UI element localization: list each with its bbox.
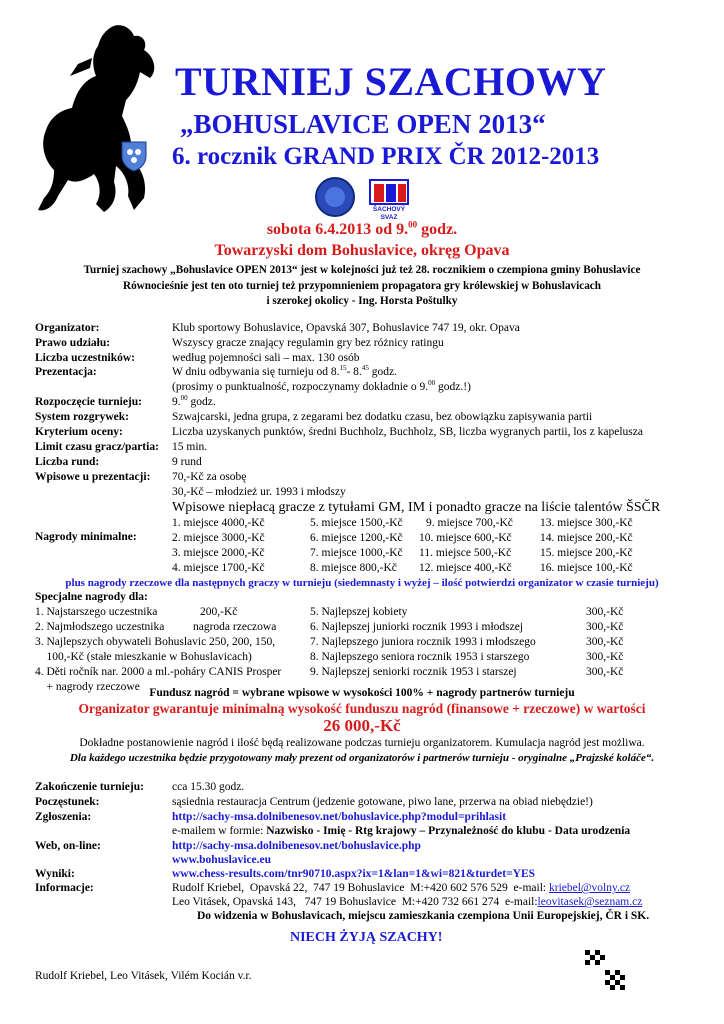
fund-description: Fundusz nagród = wybrane wpisowe w wysokości 100% + nagrody partnerów turnieju [149, 687, 575, 699]
series-title: 6. rocznik GRAND PRIX ČR 2012-2013 [172, 143, 600, 170]
chess-federation-logo [367, 177, 411, 221]
intro-line-1: Turniej szachowy „Bohuslavice OPEN 2013“ jest w kolejności już też 28. rocznikiem o czempiona gminy Bohuslavice [83, 264, 641, 276]
cheer-line: NIECH ŻYJĄ SZACHY! [290, 930, 443, 945]
special-prize-value: 300,-Kč [586, 636, 624, 648]
info-label: Limit czasu gracz/partia: [35, 441, 159, 453]
special-prize-name: 5. Najlepszej kobiety [310, 606, 408, 618]
event-date: sobota 6.4.2013 od 9.00 godz. [266, 219, 458, 238]
info-value: Wszyscy gracze znający regulamin gry bez różnicy ratingu [172, 337, 444, 349]
intro-line-3: i szerokej okolicy - Ing. Horsta Poštulky [266, 295, 458, 307]
municipal-crest-icon [120, 140, 148, 172]
plus-prizes-note: plus nagrody rzeczowe dla następnych graczy w turnieju (siedemnasty i wyżej – ilość potwierdzi organizator w czasie turnieju) [65, 577, 659, 589]
food-value: sąsiednia restauracja Centrum (jedzenie gotowane, piwo lane, przerwa na obiad niebędzie!) [172, 796, 593, 808]
web-label: Web, on-line: [35, 840, 101, 852]
goodbye-line: Do widzenia w Bohuslavicach, miejscu zamieszkania czempiona Unii Europejskiej, ČR i SK. [197, 910, 650, 922]
special-prize-value: 300,-Kč [586, 621, 624, 633]
prize-item: 6. miejsce 1200,-Kč [310, 532, 403, 544]
contact-label: Informacje: [35, 882, 94, 894]
contact-2-email[interactable]: leovitasek@seznam.cz [537, 896, 643, 908]
results-label: Wyniki: [35, 868, 75, 880]
end-value: cca 15.30 godz. [172, 781, 245, 793]
info-label: Kryterium oceny: [35, 426, 123, 438]
info-value: 15 min. [172, 441, 208, 453]
event-venue: Towarzyski dom Bohuslavice, okręg Opava [214, 242, 510, 259]
prize-item: 11. miejsce 500,-Kč [419, 547, 512, 559]
special-prize-name: 6. Najlepszej juniorki rocznik 1993 i młodszej [310, 621, 524, 633]
special-prize-name: 8. Najlepszego seniora rocznik 1953 i starszego [310, 651, 530, 663]
info-value: według pojemności sali – max. 130 osób [172, 352, 360, 364]
info-label: System rozgrywek: [35, 411, 129, 423]
info-value: 9.00 godz. [172, 394, 216, 408]
info-value: 70,-Kč za osobę [172, 471, 247, 483]
info-value: Szwajcarski, jedna grupa, z zegarami bez dodatku czasu, bez obowiązku zapisywania partii [172, 411, 593, 423]
special-prize-value: 300,-Kč [586, 606, 624, 618]
chess-federation-label: ŠACHOVÝ SVAZ [372, 206, 406, 221]
fund-guarantee: Organizator gwarantuje minimalną wysokość funduszu nagród (finansowe + rzeczowe) w wartości [78, 701, 646, 716]
registration-link[interactable]: http://sachy-msa.dolnibenesov.net/bohuslavice.php?modul=prihlasit [172, 811, 507, 823]
club-logo [315, 177, 355, 217]
results-link[interactable]: www.chess-results.com/tnr90710.aspx?ix=1&lan=1&wi=821&turdet=YES [172, 868, 536, 880]
special-prizes-label: Specjalne nagrody dla: [35, 591, 148, 603]
food-label: Poczęstunek: [35, 796, 100, 808]
page-subtitle: „BOHUSLAVICE OPEN 2013“ [180, 109, 546, 139]
info-label: Prezentacja: [35, 366, 97, 378]
info-label: Wpisowe u prezentacji: [35, 471, 151, 483]
info-value: Klub sportowy Bohuslavice, Opavská 307, Bohuslavice 747 19, okr. Opava [172, 322, 520, 334]
web-link-2[interactable]: www.bohuslavice.eu [172, 854, 272, 866]
prize-item: 3. miejsce 2000,-Kč [172, 547, 265, 559]
info-label: Rozpoczęcie turnieju: [35, 396, 142, 408]
prize-item: 7. miejsce 1000,-Kč [310, 547, 403, 559]
signature: Rudolf Kriebel, Leo Vitásek, Vilém Kocián v.r. [35, 970, 252, 982]
info-value: (prosimy o punktualność, rozpoczynamy dokładnie o 9.00 godz.!) [172, 379, 471, 393]
fund-note: Dokładne postanowienie nagród i ilość będą realizowane podczas turnieju organizatorem. Kumulacja nagród jest możliwa. [79, 737, 645, 749]
prize-item: 4. miejsce 1700,-Kč [172, 562, 265, 574]
special-prize-value: nagroda rzeczowa [193, 621, 277, 633]
fund-amount: 26 000,-Kč [323, 716, 401, 735]
special-prize-name: 1. Najstarszego uczestnika [35, 606, 158, 618]
intro-line-2: Równocieśnie jest ten oto turniej też przypomnieniem propagatora gry królewskiej w Bohuslavicach [122, 280, 601, 292]
special-prize-name: 2. Najmłodszego uczestnika [35, 621, 165, 633]
prize-item: 5. miejsce 1500,-Kč [310, 517, 403, 529]
prize-item: 13. miejsce 300,-Kč [540, 517, 633, 529]
prize-item: 1. miejsce 4000,-Kč [172, 517, 265, 529]
info-value: 30,-Kč – młodzież ur. 1993 i młodszy [172, 486, 346, 498]
info-label: Liczba rund: [35, 456, 100, 468]
prize-item: 15. miejsce 200,-Kč [540, 547, 633, 559]
info-value: Liczba uzyskanych punktów, średni Buchholz, Buchholz, SB, liczba wygranych partii, los z kapelusza [172, 426, 643, 438]
prize-item: 2. miejsce 3000,-Kč [172, 532, 265, 544]
special-prize-name: 100,-Kč (stałe mieszkanie w Bohuslavicach) [35, 651, 252, 663]
contact-2: Leo Vitásek, Opavská 143, 747 19 Bohuslavice M:+420 732 661 274 e-mail:leovitasek@seznam.cz [172, 896, 643, 908]
prize-item: 16. miejsce 100,-Kč [540, 562, 633, 574]
web-link[interactable]: http://sachy-msa.dolnibenesov.net/bohuslavice.php [172, 840, 421, 852]
special-prize-name: 9. Najlepszej seniorki rocznik 1953 i starszej [310, 666, 517, 678]
special-prize-value: 200,-Kč [200, 606, 238, 618]
chessboard-icon [585, 950, 625, 990]
registration-email-format: e-mailem w formie: Nazwisko - Imię - Rtg krajowy – Przynależność do klubu - Data urodzenia [172, 825, 631, 837]
prize-item: 14. miejsce 200,-Kč [540, 532, 633, 544]
page-title: TURNIEJ SZACHOWY [175, 59, 607, 104]
contact-1: Rudolf Kriebel, Opavská 22, 747 19 Bohuslavice M:+420 602 576 529 e-mail: kriebel@volny.cz [172, 882, 631, 894]
info-label: Liczba uczestników: [35, 352, 135, 364]
registration-label: Zgłoszenia: [35, 811, 92, 823]
special-prize-value: 300,-Kč [586, 666, 624, 678]
prize-item: 12. miejsce 400,-Kč [419, 562, 512, 574]
gift-note: Dla każdego uczestnika będzie przygotowany mały prezent od organizatorów i partnerów turnieju - oryginalne „Prajzské koláče“. [69, 752, 655, 764]
info-label: Organizator: [35, 322, 100, 334]
special-prize-name: 7. Najlepszego juniora rocznik 1993 i młodszego [310, 636, 536, 648]
prize-item: 8. miejsce 800,-Kč [310, 562, 397, 574]
special-prize-value: 300,-Kč [586, 651, 624, 663]
info-label: Prawo udziału: [35, 337, 111, 349]
prizes-label: Nagrody minimalne: [35, 531, 137, 543]
special-prize-name: + nagrody rzeczowe [35, 681, 140, 693]
info-value: 9 rund [172, 456, 202, 468]
info-value: W dniu odbywania się turnieju od 8.15- 8.45 godz. [172, 364, 397, 378]
info-value: Wpisowe niepłacą gracze z tytułami GM, IM i ponadto gracze na liście talentów ŠSČR [172, 500, 661, 515]
prize-item: 10. miejsce 600,-Kč [419, 532, 512, 544]
prize-item: 9. miejsce 700,-Kč [426, 517, 513, 529]
special-prize-name: 4. Děti ročník nar. 2000 a ml.-poháry CANIS Prosper [35, 666, 282, 678]
end-label: Zakończenie turnieju: [35, 781, 144, 793]
special-prize-name: 3. Najlepszych obywateli Bohuslavic 250, 200, 150, [35, 636, 276, 648]
contact-1-email[interactable]: kriebel@volny.cz [549, 882, 631, 894]
horse-rider-logo [30, 20, 180, 220]
